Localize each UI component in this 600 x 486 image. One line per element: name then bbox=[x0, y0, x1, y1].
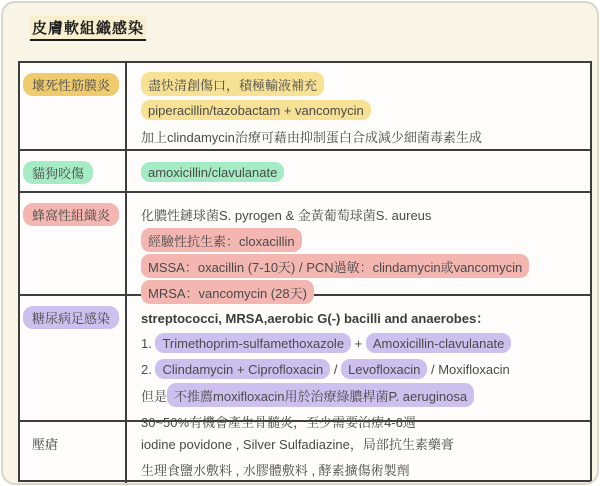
text-segment: 1. bbox=[141, 335, 156, 351]
table-row-necrotizing-fasciitis bbox=[20, 63, 590, 151]
row-label: 壞死性筋膜炎 bbox=[23, 73, 119, 96]
content-line bbox=[141, 201, 580, 227]
text-segment: 但是 bbox=[141, 388, 168, 404]
row-label-cell bbox=[20, 151, 127, 191]
highlight-segment: MRSA：vancomycin (28天) bbox=[141, 280, 314, 304]
highlight-segment: MSSA：oxacillin (7-10天) / PCN過敏：clindamycin或vancomycin bbox=[141, 254, 529, 278]
table-row-pressure-ulcer bbox=[20, 422, 590, 485]
page-title: 皮膚軟組織感染 bbox=[30, 16, 146, 41]
row-content-cell bbox=[127, 296, 590, 430]
notes-card bbox=[1, 1, 599, 485]
highlight-segment: Trimethoprim-sulfamethoxazole bbox=[155, 333, 351, 353]
content-line bbox=[141, 253, 580, 279]
highlight-segment: amoxicillin/clavulanate bbox=[141, 162, 284, 182]
text-segment: iodine povidone , Silver Sulfadiazine，局部抗生素藥膏 bbox=[141, 436, 454, 452]
row-label: 貓狗咬傷 bbox=[23, 161, 93, 184]
content-line bbox=[141, 159, 580, 185]
row-content-cell bbox=[127, 151, 590, 191]
infection-table bbox=[18, 61, 592, 482]
content-line bbox=[141, 330, 580, 356]
text-segment: streptococci, MRSA,aerobic G(-) bacilli and anaerobes： bbox=[141, 310, 490, 326]
content-line bbox=[141, 430, 580, 456]
text-segment: 2. bbox=[141, 361, 156, 377]
highlight-segment: Clindamycin + Ciprofloxacin bbox=[155, 359, 330, 379]
text-segment: 30~50%有機會產生骨髓炎，至少需要治療4-6週 bbox=[141, 414, 416, 430]
row-content-cell bbox=[127, 422, 590, 485]
content-line bbox=[141, 71, 580, 97]
row-label: 糖尿病足感染 bbox=[23, 306, 119, 329]
highlight-segment: 盡快清創傷口，積極輸液補充 bbox=[141, 72, 324, 96]
content-line bbox=[141, 382, 580, 408]
highlight-segment: 不推薦moxifloxacin用於治療綠膿桿菌P. aeruginosa bbox=[167, 383, 474, 407]
text-segment: 加上clindamycin治療可藉由抑制蛋白合成減少細菌毒素生成 bbox=[141, 129, 482, 145]
highlight-segment: Levofloxacin bbox=[341, 359, 427, 379]
row-label-cell bbox=[20, 193, 127, 294]
content-line bbox=[141, 123, 580, 149]
highlight-segment: 經驗性抗生素：cloxacillin bbox=[141, 228, 302, 252]
text-segment: / Moxifloxacin bbox=[427, 361, 510, 377]
highlight-segment: Amoxicillin-clavulanate bbox=[366, 333, 512, 353]
row-label: 壓瘡 bbox=[32, 437, 59, 452]
row-content-cell bbox=[127, 63, 590, 149]
content-line bbox=[141, 304, 580, 330]
content-line bbox=[141, 356, 580, 382]
table-row-cat-dog-bite bbox=[20, 151, 590, 193]
row-content-cell bbox=[127, 193, 590, 301]
row-label-cell bbox=[20, 422, 127, 485]
content-line bbox=[141, 456, 580, 482]
text-segment: / bbox=[330, 361, 342, 377]
text-segment: + bbox=[351, 335, 366, 351]
table-row-diabetic-foot-infection bbox=[20, 296, 590, 430]
text-segment: 化膿性鏈球菌S. pyrogen & 金黃葡萄球菌S. aureus bbox=[141, 207, 432, 223]
row-label-cell bbox=[20, 296, 127, 420]
content-line bbox=[141, 227, 580, 253]
row-label: 蜂窩性組織炎 bbox=[23, 203, 119, 226]
highlight-segment: piperacillin/tazobactam + vancomycin bbox=[141, 100, 371, 120]
table-row-cellulitis bbox=[20, 193, 590, 301]
row-label-cell bbox=[20, 63, 127, 149]
text-segment: 生理食鹽水敷料 , 水膠體敷料 , 酵素擴傷術製劑 bbox=[141, 462, 410, 478]
content-line bbox=[141, 97, 580, 123]
